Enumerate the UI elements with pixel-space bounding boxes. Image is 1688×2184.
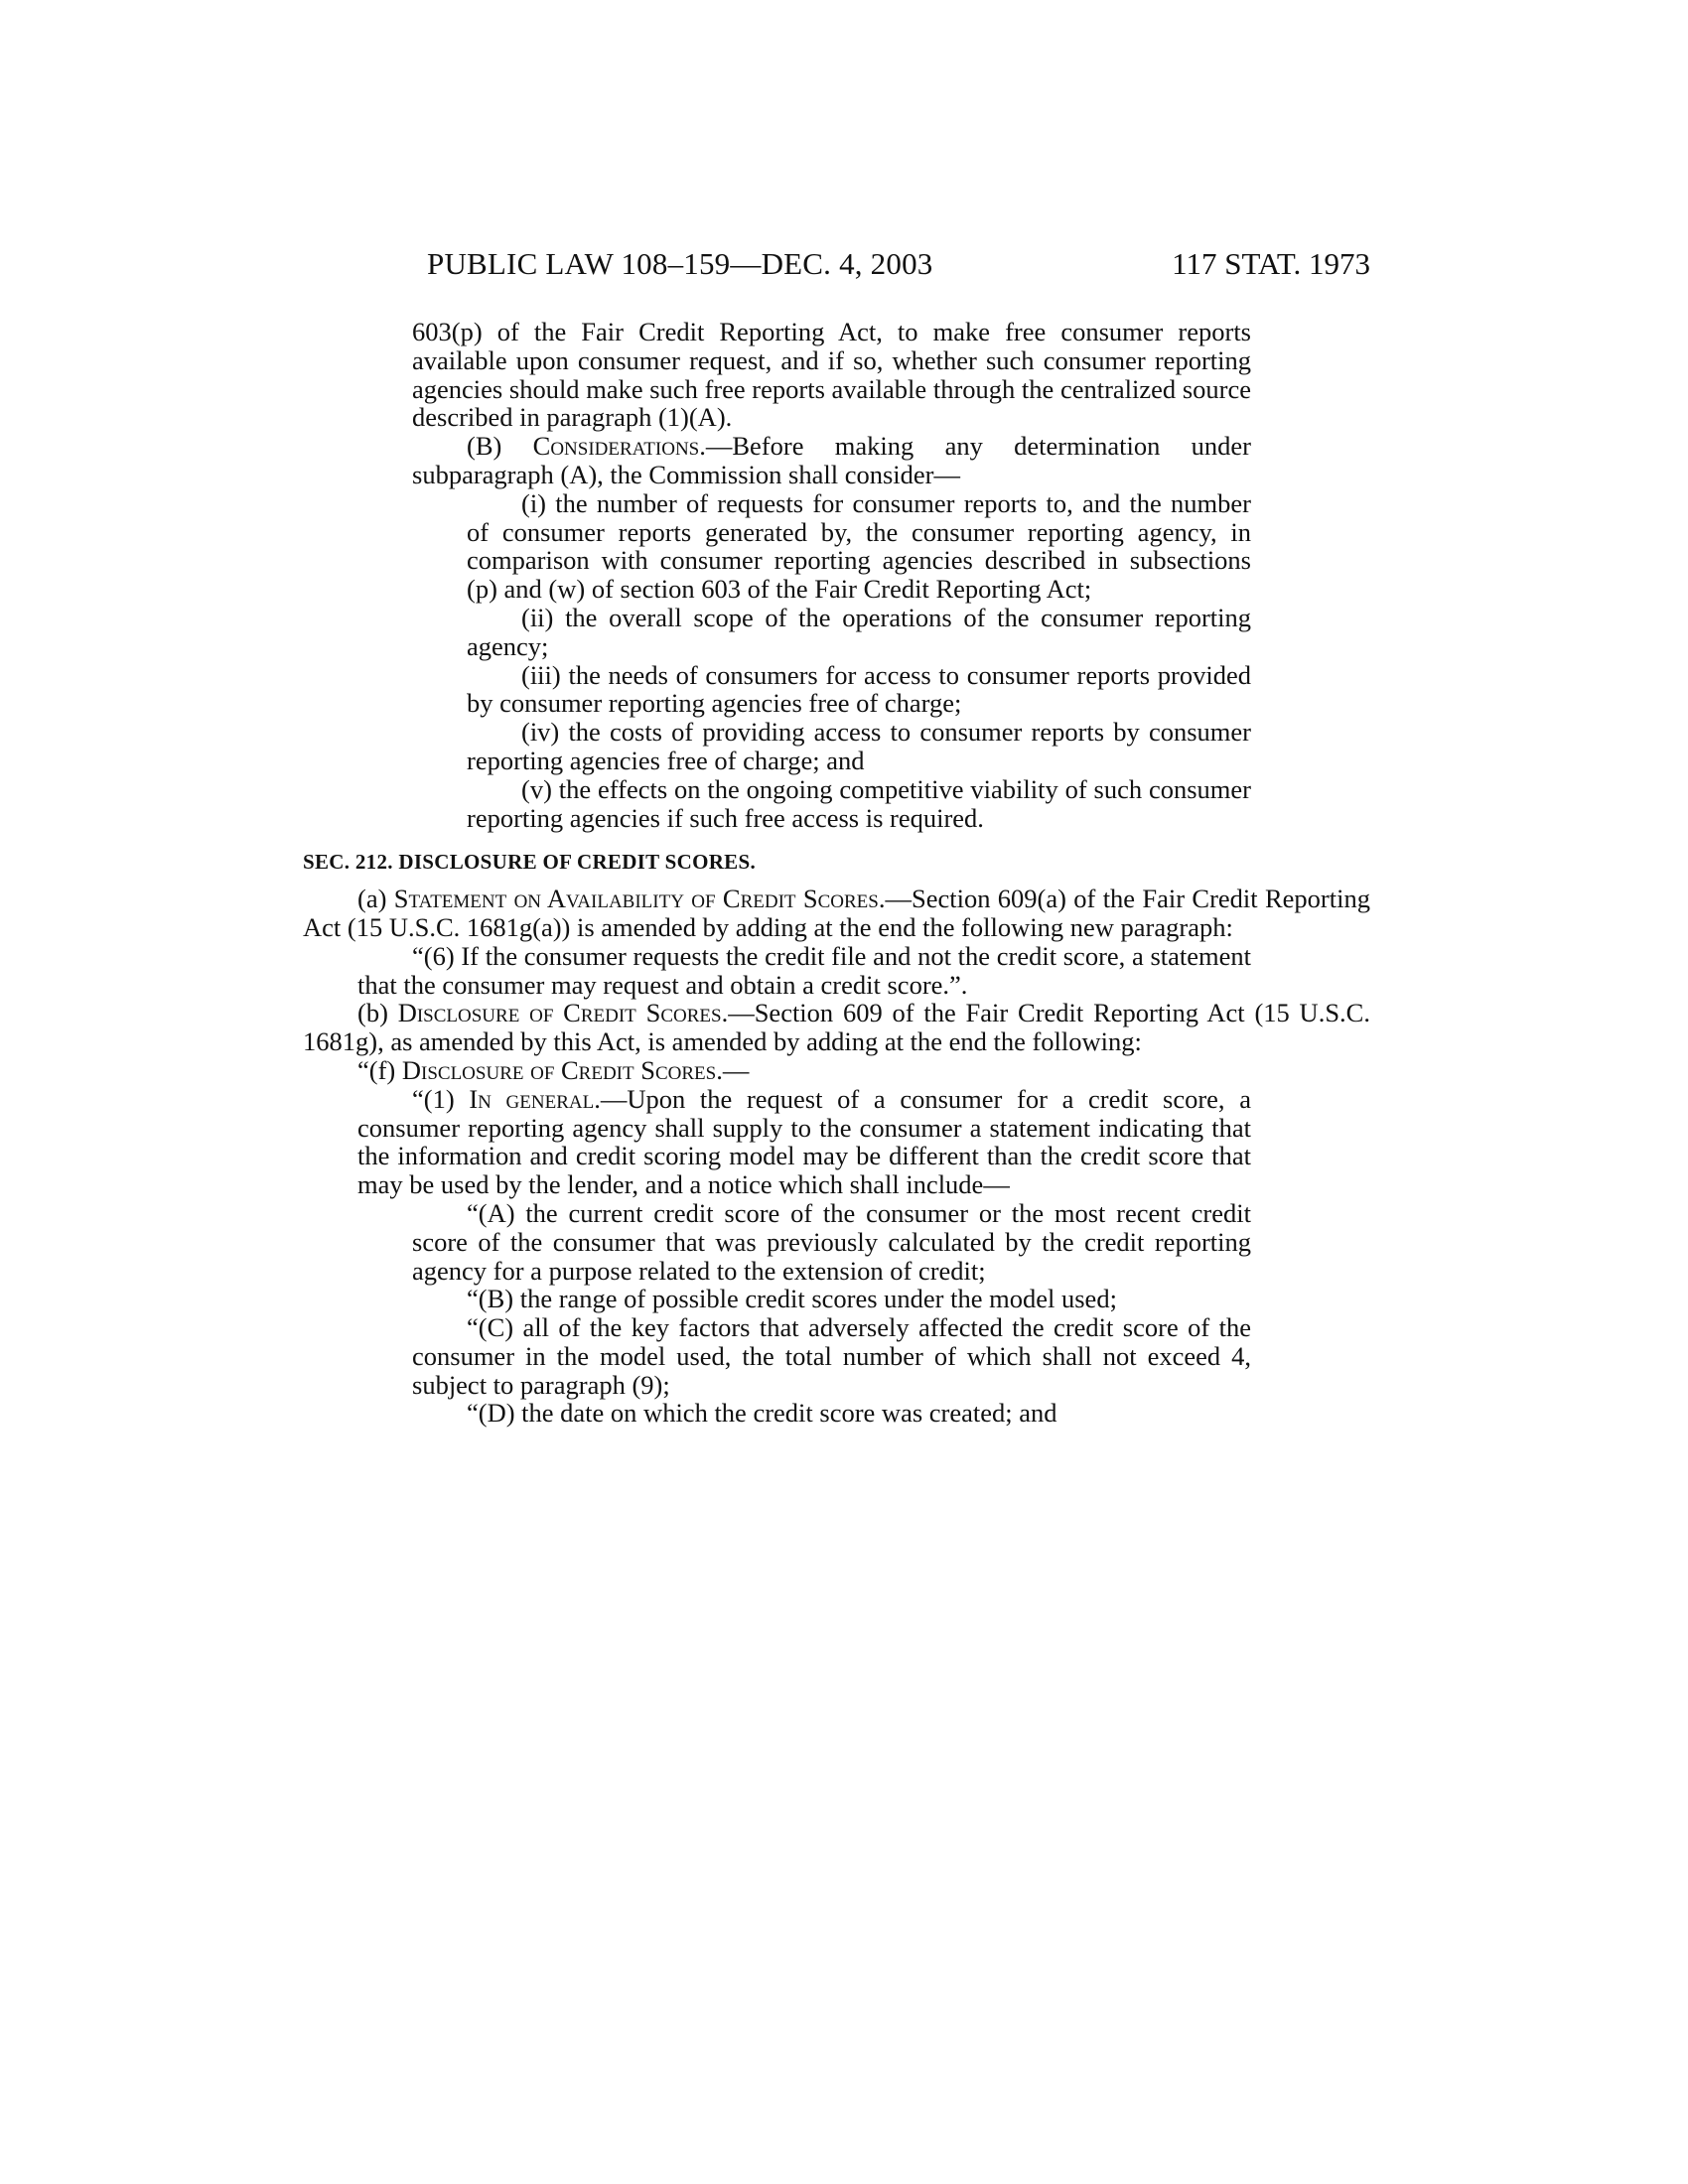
subparagraph-c: “(C) all of the key factors that adversely affected the credit score of the consumer in the model used, the total number of which shall not exceed 4, subject to paragraph (9); [412, 1312, 1251, 1400]
subsection-label: (b) [357, 998, 398, 1028]
clause-i: (i) the number of requests for consumer reports to, and the number of consumer reports generated by, the consumer reporting agency, in comparison with consumer reporting agencies described in subsections (p) and (w) of section 603 of the Fair Credit Reporting Act; [467, 487, 1251, 605]
paragraph-heading: In general [469, 1083, 595, 1114]
subparagraph-b: “(B) the range of possible credit scores under the model used; [467, 1284, 1117, 1314]
page-number: 117 STAT. 1973 [1172, 246, 1370, 281]
clause-v: (v) the effects on the ongoing competitive viability of such consumer reporting agencies if such free access is required. [467, 773, 1251, 833]
subsection-heading: Statement on Availability of Credit Scores [393, 884, 879, 914]
page-header [303, 246, 1370, 290]
subsection-a [303, 885, 1370, 942]
paragraph-text: .—Upon the request of a consumer for a credit score, a consumer reporting agency shall supply to the consumer a statement indicating that the information and credit scoring model may be different than the credit score that may be used by the lender, and a notice which shall include— [357, 1083, 1251, 1200]
subparagraph-label: (B) [467, 431, 533, 462]
paragraph-1-in-general [303, 1085, 1370, 1199]
quoted-subsection-f [303, 1056, 1370, 1085]
subparagraph-text: .—Before making any determination under subparagraph (A), the Commission shall consider— [412, 431, 1252, 489]
subparagraph-heading: Considerations [532, 431, 700, 462]
clause-iii: (iii) the needs of consumers for access to consumer reports provided by consumer reporting agencies free of charge; [467, 659, 1251, 719]
running-title: PUBLIC LAW 108–159—DEC. 4, 2003 [427, 246, 933, 281]
subsection-text: .— [716, 1054, 750, 1085]
paragraph-continuation: 603(p) of the Fair Credit Reporting Act, to make free consumer reports available upon consumer request, and if so, whether such consumer reporting agencies should make such free reports available through the centralized source described in paragraph (1)(A). [412, 317, 1251, 433]
subparagraph-d: “(D) the date on which the credit score was created; and [467, 1398, 1057, 1429]
quoted-paragraph-6: “(6) If the consumer requests the credit file and not the credit score, a statement that the consumer may request and obtain a credit score.”. [357, 940, 1251, 1000]
subparagraph-a: “(A) the current credit score of the consumer or the most recent credit score of the consumer that was previously calculated by the credit reporting agency for a purpose related to the extension of credit; [412, 1197, 1251, 1286]
subsection-text: .—Section 609(a) of the Fair Credit Reporting Act (15 U.S.C. 1681g(a)) is amended by adding at the end the following new paragraph: [303, 884, 1370, 942]
subsection-b [303, 999, 1370, 1056]
paragraph-label: “(1) [412, 1083, 470, 1114]
document-body [303, 318, 1370, 1428]
subsection-label: (a) [357, 884, 394, 914]
section-heading: SEC. 212. DISCLOSURE OF CREDIT SCORES. [303, 850, 757, 875]
subparagraph-b-considerations [303, 432, 1370, 489]
subsection-heading: Disclosure of Credit Scores [397, 998, 722, 1028]
clause-iv: (iv) the costs of providing access to consumer reports by consumer reporting agencies free of charge; and [467, 717, 1251, 775]
subsection-heading: Disclosure of Credit Scores [401, 1054, 717, 1085]
subsection-label: “(f) [357, 1054, 402, 1085]
subsection-text: .—Section 609 of the Fair Credit Reporting Act (15 U.S.C. 1681g), as amended by this Act, is amended by adding at the end the following: [303, 998, 1370, 1057]
clause-ii: (ii) the overall scope of the operations of the consumer reporting agency; [467, 602, 1251, 661]
